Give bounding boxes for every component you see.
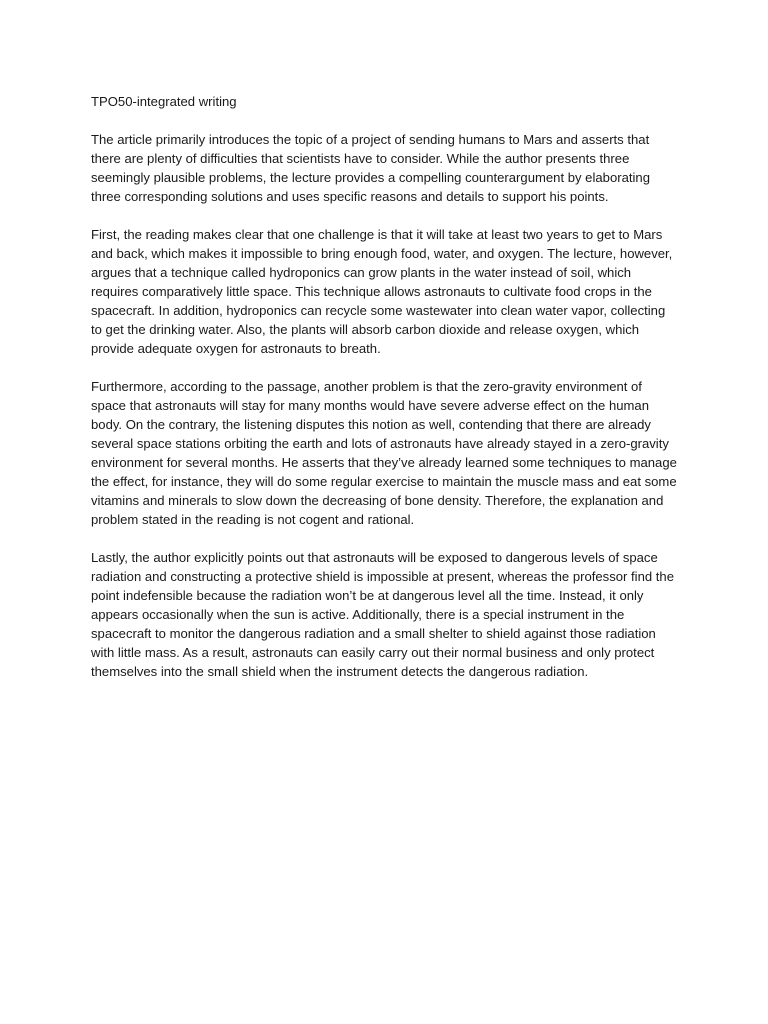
document-title: TPO50-integrated writing	[91, 94, 237, 109]
document-body	[91, 92, 677, 700]
paragraph-introduction: The article primarily introduces the topic of a project of sending humans to Mars and asserts that there are plenty of difficulties that scientists have to consider. While the author presents three seemingly plausible problems, the lecture provides a compelling counterargument by elaborating three corresponding solutions and uses specific reasons and details to support his points.	[91, 132, 650, 204]
paragraph-third-point: Lastly, the author explicitly points out that astronauts will be exposed to dangerous levels of space radiation and constructing a protective shield is impossible at present, whereas the professor find the point indefensible because the radiation won’t be at dangerous level all the time. Instead, it only appears occasionally when the sun is active. Additionally, there is a special instrument in the spacecraft to monitor the dangerous radiation and a small shelter to shield against those radiation with little mass. As a result, astronauts can easily carry out their normal business and only protect themselves into the small shield when the instrument detects the dangerous radiation.	[91, 550, 674, 679]
paragraph-second-point: Furthermore, according to the passage, another problem is that the zero-gravity environment of space that astronauts will stay for many months would have severe adverse effect on the human body. On the contrary, the listening disputes this notion as well, contending that there are already several space stations orbiting the earth and lots of astronauts have already stayed in a zero-gravity environment for several months. He asserts that they’ve already learned some techniques to manage the effect, for instance, they will do some regular exercise to maintain the muscle mass and eat some vitamins and minerals to slow down the decreasing of bone density. Therefore, the explanation and problem stated in the reading is not cogent and rational.	[91, 379, 677, 527]
paragraph-first-point: First, the reading makes clear that one challenge is that it will take at least two years to get to Mars and back, which makes it impossible to bring enough food, water, and oxygen. The lecture, however, argues that a technique called hydroponics can grow plants in the water instead of soil, which requires comparatively little space. This technique allows astronauts to cultivate food crops in the spacecraft. In addition, hydroponics can recycle some wastewater into clean water vapor, collecting to get the drinking water. Also, the plants will absorb carbon dioxide and release oxygen, which provide adequate oxygen for astronauts to breath.	[91, 227, 673, 356]
